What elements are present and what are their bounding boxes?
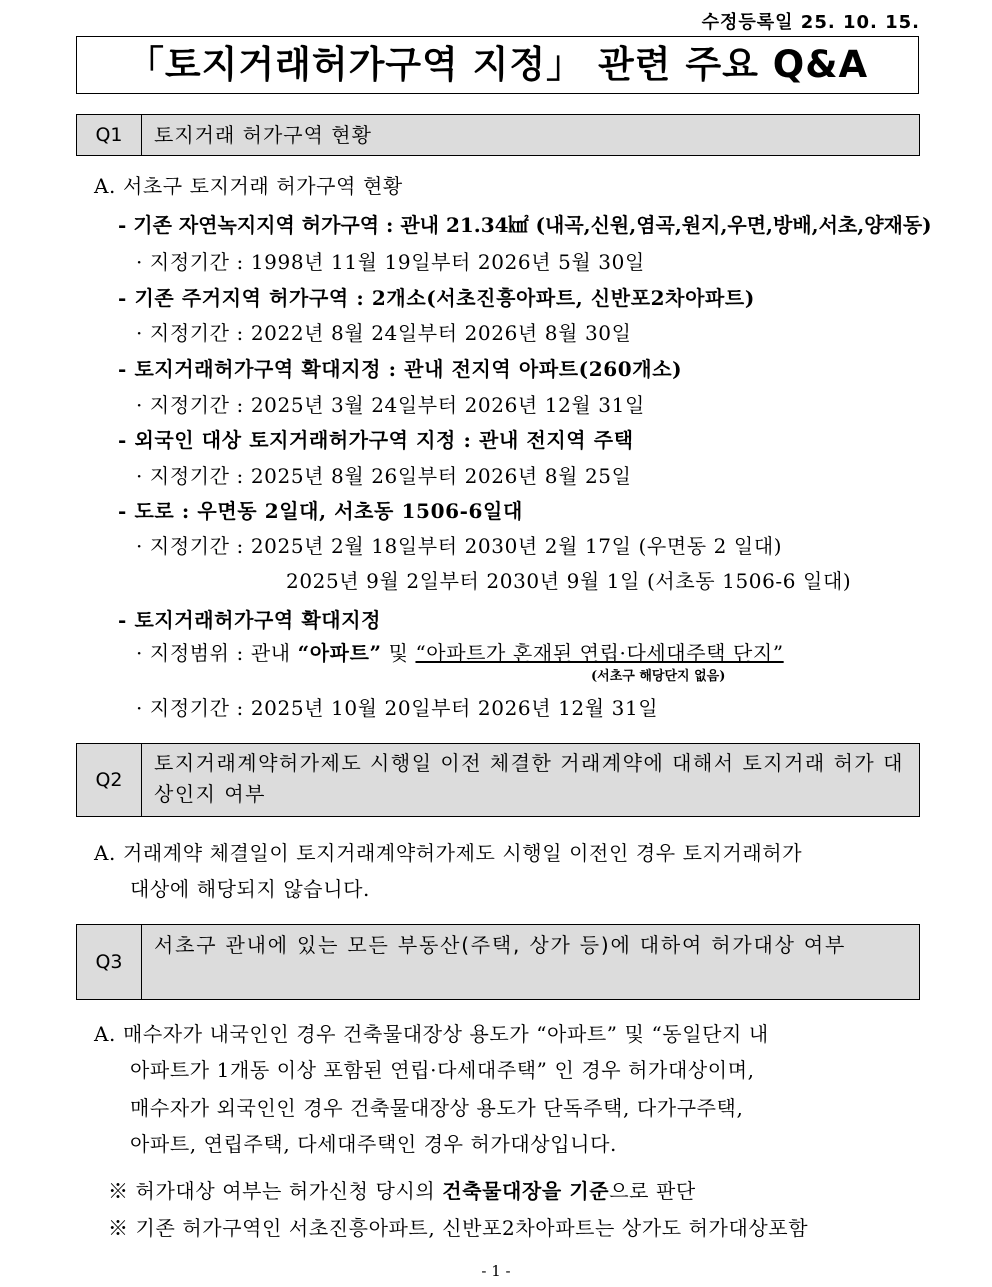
- scope-apartment: “아파트”: [297, 641, 382, 665]
- scope-mixed-complex: “아파트가 혼재된 연립·다세대주택 단지”: [415, 641, 784, 665]
- q3-question: 서초구 관내에 있는 모든 부동산(주택, 상가 등)에 대하여 허가대상 여부: [154, 933, 847, 957]
- scope-and: 및: [381, 641, 416, 665]
- q1-item-expansion-2-period: · 지정기간 : 2025년 10월 20일부터 2026년 12월 31일: [136, 696, 659, 720]
- q2-number: Q2: [77, 744, 142, 816]
- page-number: - 1 -: [481, 1262, 511, 1280]
- scope-prefix: · 지정범위 : 관내: [136, 641, 298, 665]
- q2-box: [76, 743, 920, 817]
- q3-number: Q3: [77, 925, 142, 999]
- q1-question: 토지거래 허가구역 현황: [154, 123, 372, 147]
- q3-answer-line-1: A. 매수자가 내국인인 경우 건축물대장상 용도가 “아파트” 및 “동일단지 내: [94, 1022, 769, 1046]
- q2-answer-line-2: 대상에 해당되지 않습니다.: [130, 877, 370, 901]
- q3-note-2: ※ 기존 허가구역인 서초진흥아파트, 신반포2차아파트는 상가도 허가대상포함: [108, 1216, 809, 1240]
- scope-note: (서초구 해당단지 없음): [591, 669, 726, 684]
- q2-answer-line-1: A. 거래계약 체결일이 토지거래계약허가제도 시행일 이전인 경우 토지거래허가: [94, 841, 803, 865]
- q1-item-residential-period: · 지정기간 : 2022년 8월 24일부터 2026년 8월 30일: [136, 321, 632, 345]
- note-1-suffix: 으로 판단: [609, 1179, 696, 1203]
- q1-item-natural-green: - 기존 자연녹지지역 허가구역 : 관내 21.34㎢ (내곡,신원,염곡,원지,우면,방배,서초,양재동): [118, 213, 932, 237]
- q1-number: Q1: [77, 115, 142, 155]
- q3-box: [76, 924, 920, 1000]
- q2-question: 토지거래계약허가제도 시행일 이전 체결한 거래계약에 대해서 토지거래 허가 대상인지 여부: [154, 751, 904, 806]
- q1-item-expansion-2: - 토지거래허가구역 확대지정: [118, 608, 382, 632]
- q1-box: [76, 114, 920, 156]
- q1-item-natural-green-period: · 지정기간 : 1998년 11월 19일부터 2026년 5월 30일: [136, 250, 645, 274]
- q1-item-expansion: - 토지거래허가구역 확대지정 : 관내 전지역 아파트(260개소): [118, 357, 683, 381]
- q1-item-foreigner-period: · 지정기간 : 2025년 8월 26일부터 2026년 8월 25일: [136, 464, 632, 488]
- q1-item-road-period-2: 2025년 9월 2일부터 2030년 9월 1일 (서초동 1506-6 일대): [286, 569, 852, 593]
- q3-note-1: [108, 1175, 696, 1204]
- q1-item-expansion-2-scope: [136, 637, 784, 666]
- q3-answer-line-3: 매수자가 외국인인 경우 건축물대장상 용도가 단독주택, 다가구주택,: [130, 1096, 744, 1120]
- q1-item-expansion-period: · 지정기간 : 2025년 3월 24일부터 2026년 12월 31일: [136, 393, 645, 417]
- q3-answer-line-4: 아파트, 연립주택, 다세대주택인 경우 허가대상입니다.: [130, 1132, 617, 1156]
- page-title: 「토지거래허가구역 지정」 관련 주요 Q&A: [76, 36, 919, 94]
- note-1-emphasis: 건축물대장을 기준: [442, 1179, 610, 1203]
- q1-answer-heading: A. 서초구 토지거래 허가구역 현황: [94, 174, 403, 198]
- note-1-prefix: ※ 허가대상 여부는 허가신청 당시의: [108, 1179, 443, 1203]
- registration-date: 수정등록일 25. 10. 15.: [701, 12, 920, 33]
- q1-item-road-period-1: · 지정기간 : 2025년 2월 18일부터 2030년 2월 17일 (우면동 2 일대): [136, 534, 783, 558]
- q1-item-road: - 도로 : 우면동 2일대, 서초동 1506-6일대: [118, 499, 523, 523]
- q3-answer-line-2: 아파트가 1개동 이상 포함된 연립·다세대주택” 인 경우 허가대상이며,: [130, 1058, 755, 1082]
- q1-item-foreigner: - 외국인 대상 토지거래허가구역 지정 : 관내 전지역 주택: [118, 428, 634, 452]
- q1-item-residential: - 기존 주거지역 허가구역 : 2개소(서초진흥아파트, 신반포2차아파트): [118, 286, 755, 310]
